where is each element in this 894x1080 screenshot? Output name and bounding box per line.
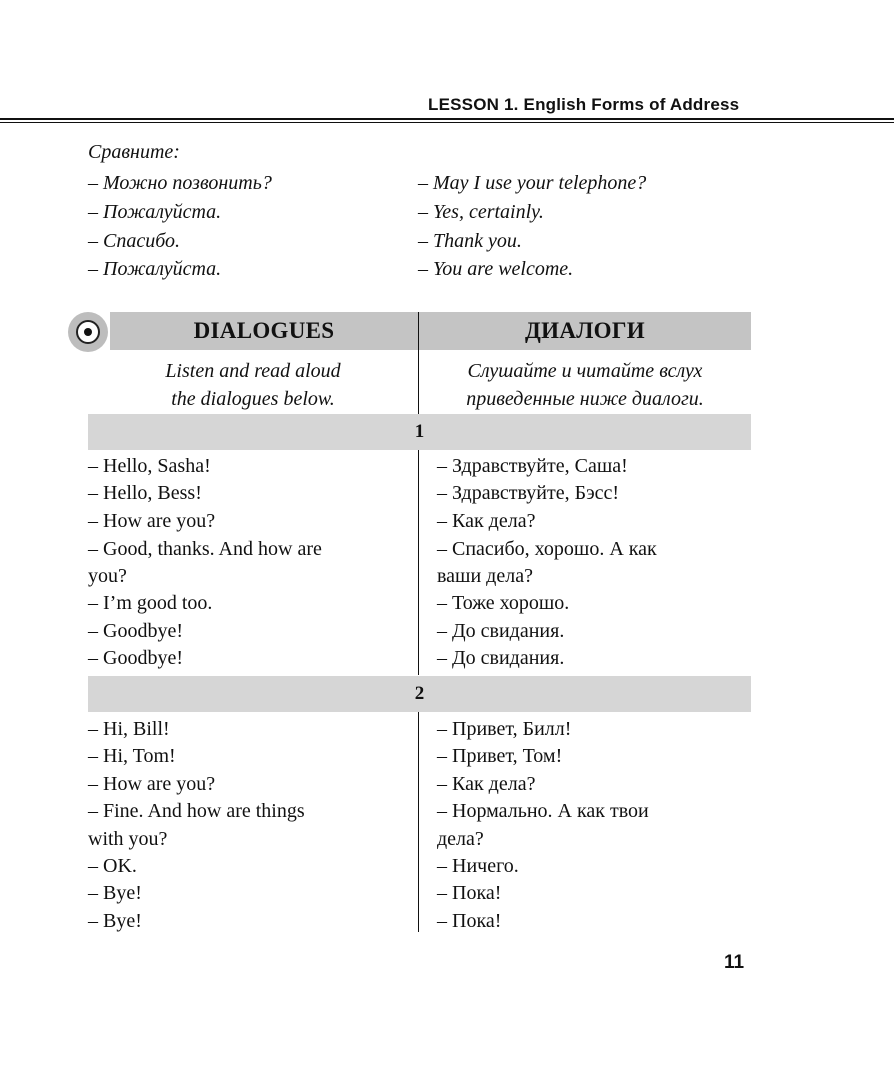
compare-ru-line: – Пожалуйста. — [88, 258, 222, 280]
running-header: LESSON 1. English Forms of Address — [428, 95, 740, 114]
dialogue-1-en-line: – Goodbye! — [88, 620, 183, 642]
instruction-ru-line: Слушайте и читайте вслух — [467, 360, 703, 382]
dialogues-title-en: DIALOGUES — [110, 312, 418, 350]
compare-ru-line: – Спасибо. — [88, 230, 181, 252]
header-rule-thin — [0, 122, 894, 123]
instruction-en-line: the dialogues below. — [171, 388, 335, 410]
compare-en-line: – May I use your telephone? — [418, 172, 647, 194]
column-divider — [418, 450, 419, 675]
compare-ru-line: – Можно позвонить? — [88, 172, 272, 194]
instruction-en — [88, 357, 418, 413]
dialogue-2-ru-line: – Привет, Том! — [437, 745, 563, 767]
dialogue-2-en-line: – How are you? — [88, 773, 216, 795]
dialogue-1-ru-line: – До свидания. — [437, 647, 565, 669]
audio-disc-ring — [76, 320, 100, 344]
compare-en-line: – Thank you. — [418, 230, 522, 252]
dialogue-1-en-line: you? — [88, 565, 127, 587]
dialogues-title-ru: ДИАЛОГИ — [419, 312, 751, 350]
dialogue-2-en-line: – Hi, Bill! — [88, 718, 170, 740]
audio-disc-icon[interactable] — [68, 312, 108, 352]
dialogue-1-ru-line: – Тоже хорошо. — [437, 592, 570, 614]
compare-en-line: – Yes, certainly. — [418, 201, 544, 223]
dialogue-2-ru-line: – Как дела? — [437, 773, 536, 795]
dialogue-2-ru-line: дела? — [437, 828, 484, 850]
page-number: 11 — [724, 952, 745, 973]
dialogue-2-en-line: – OK. — [88, 855, 137, 877]
audio-disc-center — [84, 328, 92, 336]
section-header-1: 1 — [88, 414, 751, 450]
dialogue-2-en-line: – Bye! — [88, 910, 142, 932]
dialogue-1-en-line: – Hello, Bess! — [88, 482, 202, 504]
dialogue-1-en-line: – How are you? — [88, 510, 216, 532]
column-divider — [418, 312, 419, 414]
header-rule — [0, 118, 894, 120]
dialogue-2-ru-line: – Ничего. — [437, 855, 519, 877]
dialogue-2-ru-line: – Пока! — [437, 882, 502, 904]
dialogue-2-ru-line: – Привет, Билл! — [437, 718, 572, 740]
dialogue-2-en-line: with you? — [88, 828, 168, 850]
dialogue-1-en-line: – Good, thanks. And how are — [88, 538, 322, 560]
dialogue-1-ru-line: – Спасибо, хорошо. А как — [437, 538, 657, 560]
compare-en-line: – You are welcome. — [418, 258, 574, 280]
dialogue-2-en-line: – Fine. And how are things — [88, 800, 305, 822]
instruction-ru-line: приведенные ниже диалоги. — [466, 388, 704, 410]
compare-ru-line: – Пожалуйста. — [88, 201, 222, 223]
dialogue-2-ru-line: – Нормально. А как твои — [437, 800, 649, 822]
compare-label: Сравните: — [88, 141, 180, 163]
dialogue-2-en-line: – Hi, Tom! — [88, 745, 176, 767]
dialogue-1-ru-line: – Здравствуйте, Саша! — [437, 455, 628, 477]
dialogue-2-en-line: – Bye! — [88, 882, 142, 904]
dialogue-1-en-line: – Hello, Sasha! — [88, 455, 211, 477]
dialogue-1-en-line: – Goodbye! — [88, 647, 183, 669]
dialogue-1-ru-line: ваши дела? — [437, 565, 533, 587]
instruction-ru — [420, 357, 750, 413]
dialogue-1-en-line: – I’m good too. — [88, 592, 213, 614]
instruction-en-line: Listen and read aloud — [165, 360, 341, 382]
column-divider — [418, 712, 419, 932]
dialogue-1-ru-line: – Как дела? — [437, 510, 536, 532]
dialogue-1-ru-line: – Здравствуйте, Бэсс! — [437, 482, 620, 504]
dialogue-2-ru-line: – Пока! — [437, 910, 502, 932]
section-header-2: 2 — [88, 676, 751, 712]
dialogue-1-ru-line: – До свидания. — [437, 620, 565, 642]
